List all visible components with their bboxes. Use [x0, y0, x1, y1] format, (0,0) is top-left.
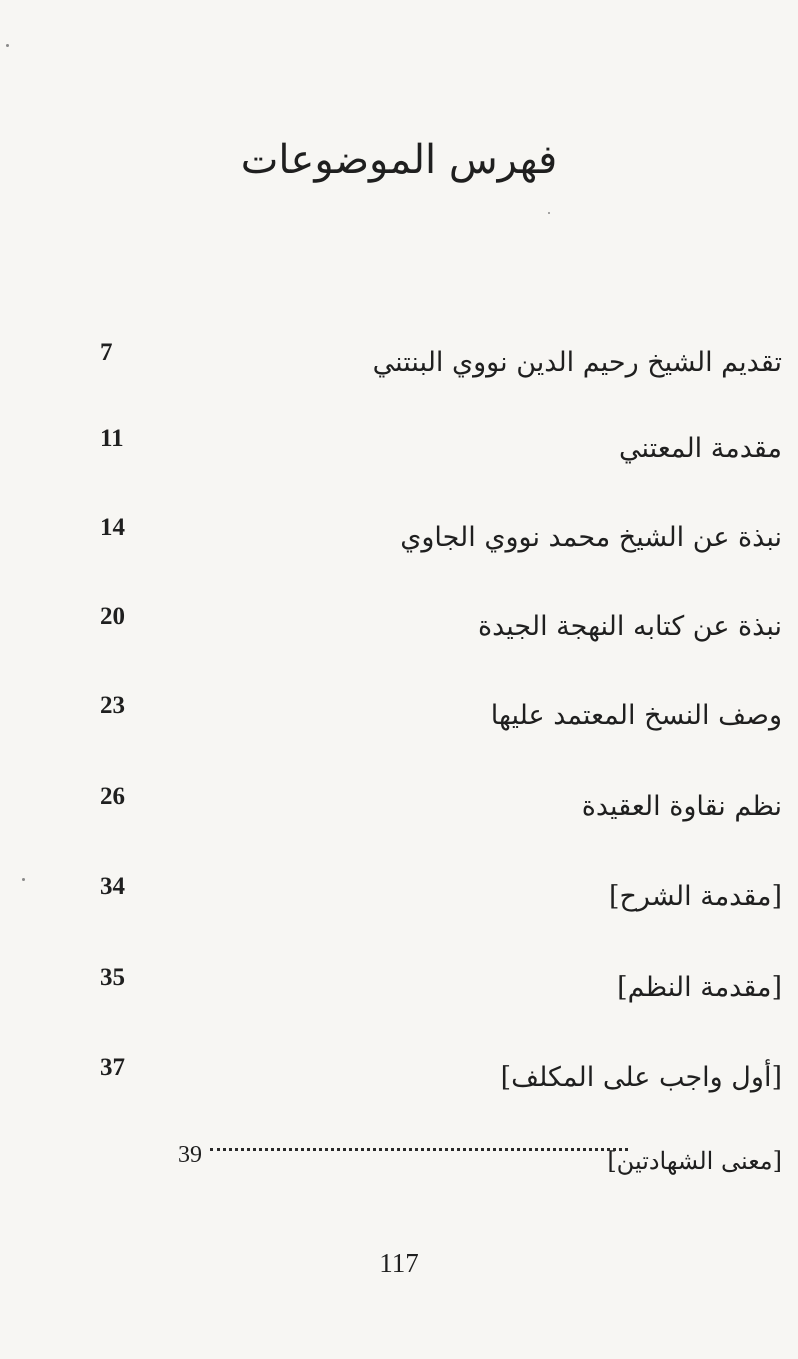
toc-entry	[96, 782, 786, 832]
toc-entry-page: 7	[100, 339, 113, 366]
page-title: فهرس الموضوعات	[240, 137, 558, 183]
toc-entry	[96, 338, 786, 388]
toc-entry	[96, 1053, 786, 1103]
toc-entry-page: 11	[100, 425, 124, 452]
toc-entry-title: [مقدمة النظم]	[617, 972, 782, 1003]
toc-entry	[96, 513, 786, 563]
toc-entry-page: 14	[100, 514, 125, 541]
scan-speck	[548, 212, 550, 214]
toc-entry	[170, 1130, 786, 1180]
toc-entry	[96, 963, 786, 1013]
toc-entry-title: [مقدمة الشرح]	[608, 881, 782, 912]
toc-entry-title: تقديم الشيخ رحيم الدين نووي البنتني	[372, 347, 782, 378]
dotted-leader	[210, 1148, 628, 1151]
toc-entry-title: مقدمة المعتني	[619, 433, 782, 464]
toc-entry-title: [معنى الشهادتين]	[607, 1147, 782, 1175]
toc-entry-title: نظم نقاوة العقيدة	[581, 791, 782, 822]
toc-entry-page: 23	[100, 692, 125, 719]
scan-speck	[22, 878, 25, 881]
scan-speck	[6, 44, 9, 47]
toc-entry-title: نبذة عن كتابه النهجة الجيدة	[477, 611, 782, 642]
page-number: 117	[379, 1248, 419, 1278]
toc-entry-title: [أول واجب على المكلف]	[500, 1062, 782, 1093]
toc-entry-page: 20	[100, 603, 125, 630]
toc-entry-page: 34	[100, 873, 125, 900]
toc-entry-page: 37	[100, 1054, 125, 1081]
toc-entry-page: 26	[100, 783, 125, 810]
toc-entry-title: وصف النسخ المعتمد عليها	[490, 700, 782, 731]
toc-entry	[96, 424, 786, 474]
toc-entry	[96, 691, 786, 741]
toc-entry-title: نبذة عن الشيخ محمد نووي الجاوي	[400, 522, 782, 553]
toc-entry	[96, 602, 786, 652]
toc-entry-page: 39	[178, 1142, 202, 1168]
toc-entry-page: 35	[100, 964, 125, 991]
toc-entry	[96, 872, 786, 922]
